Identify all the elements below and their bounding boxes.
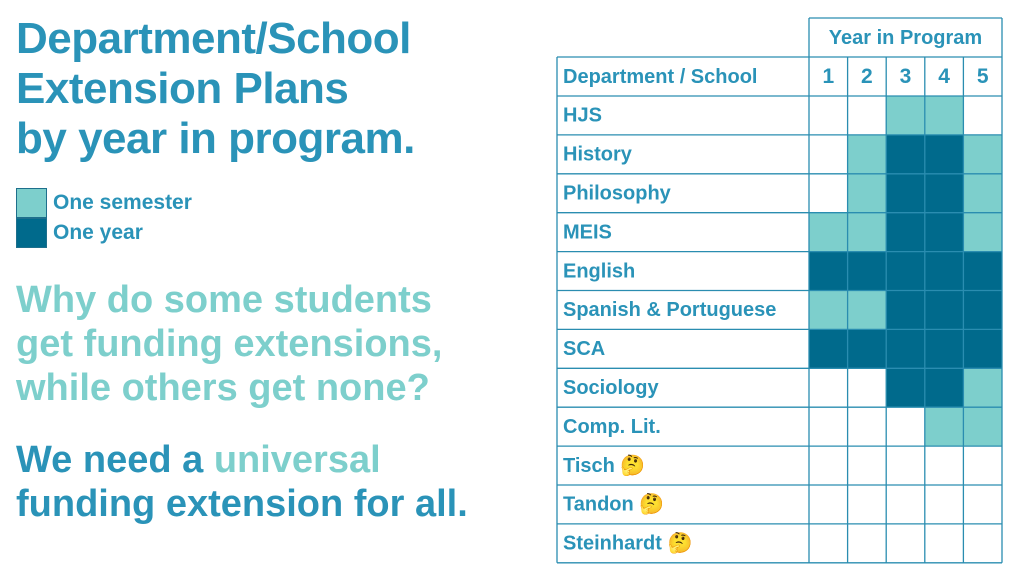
title-line-3: by year in program. bbox=[16, 114, 415, 163]
cell-tisch-year-4 bbox=[925, 446, 964, 485]
title-line-2: Extension Plans bbox=[16, 64, 349, 113]
cell-sociology-year-2 bbox=[848, 368, 887, 407]
cell-history-year-4 bbox=[925, 135, 964, 174]
column-header-2: 2 bbox=[861, 65, 873, 89]
cell-steinhardt-year-2 bbox=[848, 524, 887, 563]
cell-spanish-portuguese-year-4 bbox=[925, 291, 964, 330]
cell-history-year-3 bbox=[886, 135, 925, 174]
cell-sociology-year-3 bbox=[886, 368, 925, 407]
question-line-1: Why do some students bbox=[16, 279, 432, 321]
cell-sca-year-5 bbox=[963, 329, 1002, 368]
cell-history-year-2 bbox=[848, 135, 887, 174]
cell-meis-year-2 bbox=[848, 213, 887, 252]
cta-highlight: universal bbox=[213, 439, 381, 481]
row-label-english: English bbox=[563, 260, 636, 283]
cell-steinhardt-year-1 bbox=[809, 524, 848, 563]
row-label-sca: SCA bbox=[563, 338, 606, 361]
row-label-sociology: Sociology bbox=[563, 377, 659, 400]
cell-english-year-1 bbox=[809, 252, 848, 291]
cell-english-year-5 bbox=[963, 252, 1002, 291]
cell-hjs-year-2 bbox=[848, 96, 887, 135]
column-header-1: 1 bbox=[822, 65, 835, 89]
cell-sociology-year-1 bbox=[809, 368, 848, 407]
cta-line-2: funding extension for all. bbox=[16, 483, 468, 525]
cell-english-year-2 bbox=[848, 252, 887, 291]
row-label-history: History bbox=[563, 143, 632, 166]
cell-sca-year-2 bbox=[848, 329, 887, 368]
cell-spanish-portuguese-year-2 bbox=[848, 291, 887, 330]
row-label-tandon: Tandon 🤔 bbox=[563, 493, 665, 516]
cell-tandon-year-4 bbox=[925, 485, 964, 524]
legend-label-semester: One semester bbox=[53, 191, 192, 214]
column-header-5: 5 bbox=[976, 65, 989, 89]
cell-history-year-1 bbox=[809, 135, 848, 174]
cell-philosophy-year-1 bbox=[809, 174, 848, 213]
cell-philosophy-year-2 bbox=[848, 174, 887, 213]
cell-spanish-portuguese-year-5 bbox=[963, 291, 1002, 330]
cell-meis-year-1 bbox=[809, 213, 848, 252]
cell-philosophy-year-4 bbox=[925, 174, 964, 213]
cell-philosophy-year-5 bbox=[963, 174, 1002, 213]
cell-sociology-year-4 bbox=[925, 368, 964, 407]
cell-hjs-year-1 bbox=[809, 96, 848, 135]
cell-spanish-portuguese-year-1 bbox=[809, 291, 848, 330]
cell-sca-year-4 bbox=[925, 329, 964, 368]
row-label-hjs: HJS bbox=[563, 104, 602, 127]
row-label-meis: MEIS bbox=[563, 221, 612, 244]
legend-label-year: One year bbox=[53, 221, 143, 244]
cell-comp-lit--year-3 bbox=[886, 407, 925, 446]
cell-sociology-year-5 bbox=[963, 368, 1002, 407]
row-label-tisch: Tisch 🤔 bbox=[563, 454, 646, 477]
cell-history-year-5 bbox=[963, 135, 1002, 174]
cell-meis-year-3 bbox=[886, 213, 925, 252]
question-line-3: while others get none? bbox=[16, 367, 430, 409]
cell-comp-lit--year-1 bbox=[809, 407, 848, 446]
row-label-comp-lit-: Comp. Lit. bbox=[563, 415, 661, 438]
cell-steinhardt-year-4 bbox=[925, 524, 964, 563]
cell-sca-year-3 bbox=[886, 329, 925, 368]
cell-english-year-4 bbox=[925, 252, 964, 291]
cell-comp-lit--year-4 bbox=[925, 407, 964, 446]
column-group-header: Year in Program bbox=[828, 26, 983, 49]
cell-sca-year-1 bbox=[809, 329, 848, 368]
cell-steinhardt-year-5 bbox=[963, 524, 1002, 563]
cell-tisch-year-1 bbox=[809, 446, 848, 485]
cell-hjs-year-5 bbox=[963, 96, 1002, 135]
question-line-2: get funding extensions, bbox=[16, 323, 443, 365]
row-label-steinhardt: Steinhardt 🤔 bbox=[563, 532, 693, 555]
cell-spanish-portuguese-year-3 bbox=[886, 291, 925, 330]
cell-tandon-year-3 bbox=[886, 485, 925, 524]
row-header: Department / School bbox=[563, 65, 758, 88]
cell-tisch-year-2 bbox=[848, 446, 887, 485]
cell-meis-year-5 bbox=[963, 213, 1002, 252]
column-header-4: 4 bbox=[938, 65, 950, 89]
cell-tandon-year-2 bbox=[848, 485, 887, 524]
cell-hjs-year-4 bbox=[925, 96, 964, 135]
cell-philosophy-year-3 bbox=[886, 174, 925, 213]
cell-tandon-year-5 bbox=[963, 485, 1002, 524]
cell-steinhardt-year-3 bbox=[886, 524, 925, 563]
cell-tisch-year-5 bbox=[963, 446, 1002, 485]
cell-tandon-year-1 bbox=[809, 485, 848, 524]
cell-comp-lit--year-2 bbox=[848, 407, 887, 446]
row-label-philosophy: Philosophy bbox=[563, 182, 671, 205]
cell-tisch-year-3 bbox=[886, 446, 925, 485]
cell-english-year-3 bbox=[886, 252, 925, 291]
cta-text-a: We need a bbox=[16, 439, 214, 481]
title-line-1: Department/School bbox=[16, 14, 411, 63]
row-label-spanish-portuguese: Spanish & Portuguese bbox=[563, 299, 777, 322]
cell-hjs-year-3 bbox=[886, 96, 925, 135]
cell-comp-lit--year-5 bbox=[963, 407, 1002, 446]
cell-meis-year-4 bbox=[925, 213, 964, 252]
column-header-3: 3 bbox=[899, 65, 912, 89]
